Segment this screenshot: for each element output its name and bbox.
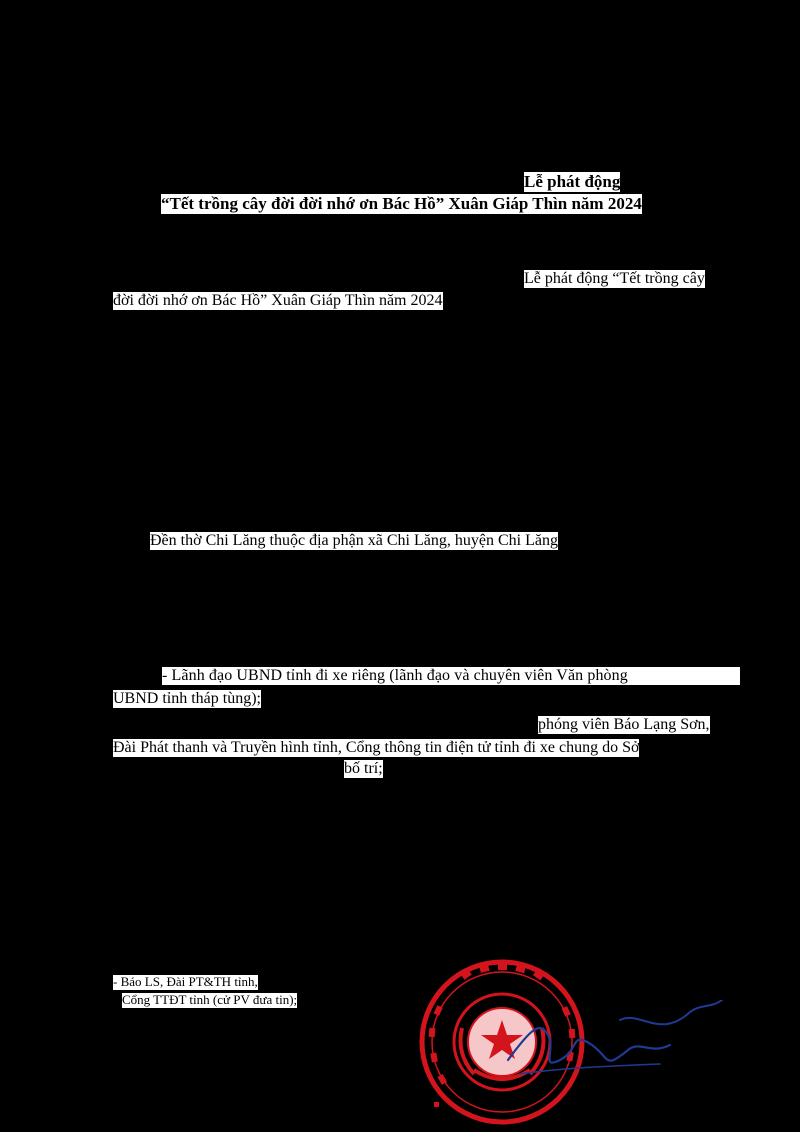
heading-line-2: “Tết trồng cây đời đời nhớ ơn Bác Hồ” Xuân Giáp Thìn năm 2024 <box>161 194 642 213</box>
red-ink-dot <box>434 1102 439 1107</box>
intro-line-1: Lễ phát động “Tết trồng cây <box>524 270 705 287</box>
heading-line-1: Lễ phát động <box>524 172 621 191</box>
location-text: Đền thờ Chi Lăng thuộc địa phận xã Chi Lăng, huyện Chi Lăng <box>150 532 558 549</box>
intro-line-2: đời đời nhớ ơn Bác Hồ” Xuân Giáp Thìn năm 2024 <box>113 292 443 309</box>
transport-item-1-line-1: - Lãnh đạo UBND tỉnh đi xe riêng (lãnh đạo và chuyên viên Văn phòng <box>162 667 740 685</box>
transport-item-2-line-1: phóng viên Báo Lạng Sơn, <box>538 716 710 733</box>
transport-item-1-line-2: UBND tỉnh tháp tùng); <box>113 690 261 707</box>
blue-signature-icon <box>500 1000 730 1090</box>
recipient-line-1: - Báo LS, Đài PT&TH tỉnh, <box>113 974 258 989</box>
transport-item-2-line-3: bố trí; <box>344 760 383 777</box>
transport-item-2-line-2: Đài Phát thanh và Truyền hình tỉnh, Cổng thông tin điện tử tỉnh đi xe chung do Sở <box>113 739 640 756</box>
recipient-line-2: Cổng TTĐT tỉnh (cử PV đưa tin); <box>122 992 298 1007</box>
